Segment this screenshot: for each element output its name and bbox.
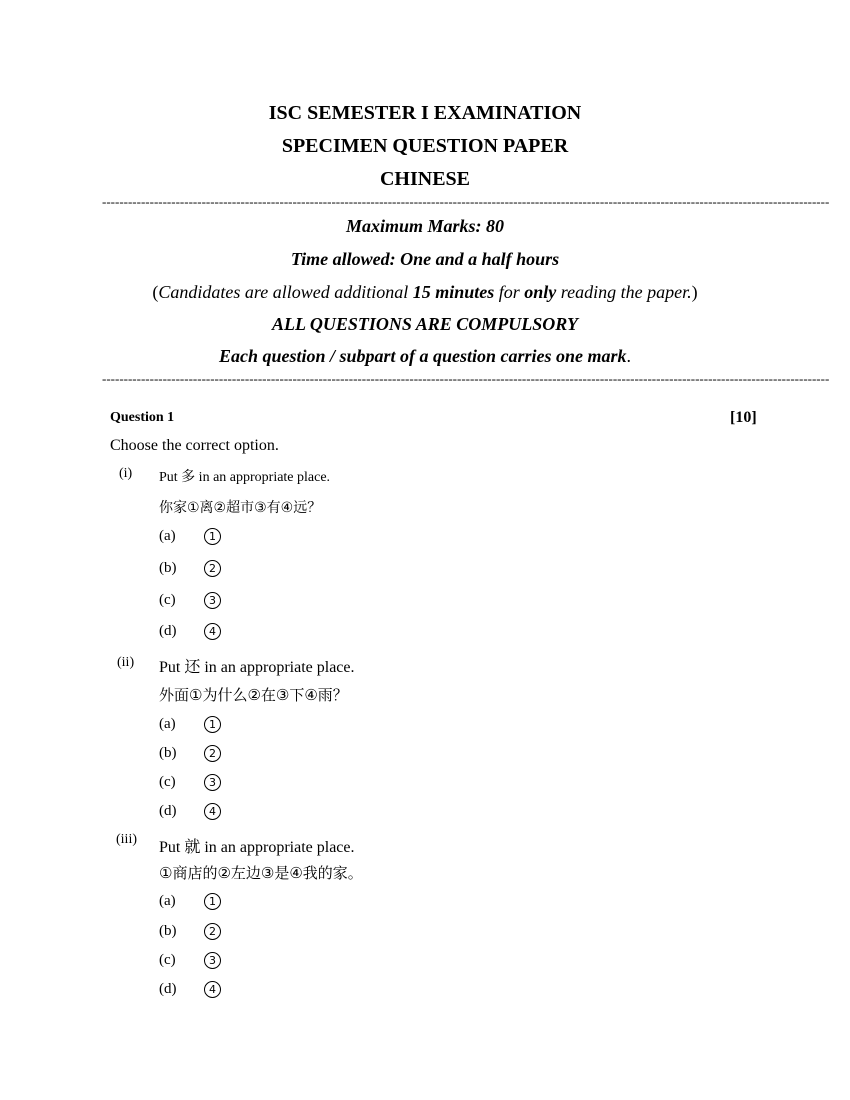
reading-text-a: Candidates are allowed additional [158,282,413,302]
option-label: (d) [159,623,177,639]
each-mark-end: . [626,346,632,366]
option-label: (b) [159,560,177,576]
subject-title: CHINESE [379,168,471,190]
circled-number: 4 [204,623,221,640]
each-mark-text: Each question / subpart of a question carries one mark [218,346,627,366]
part-number: (iii) [116,832,137,847]
part-stem: Put 就 in an appropriate place. [159,839,355,856]
reading-text-c: for [494,282,525,302]
circled-number: 1 [204,716,221,733]
option-circle[interactable] [204,559,221,577]
paper-title: SPECIMEN QUESTION PAPER [281,135,569,157]
option-label: (d) [159,981,177,997]
exam-title: ISC SEMESTER I EXAMINATION [268,102,582,124]
question-instruction: Choose the correct option. [110,437,279,454]
option-circle[interactable] [204,744,221,762]
part-stem: Put 多 in an appropriate place. [159,470,331,485]
part-stem: Put 还 in an appropriate place. [159,659,355,676]
circled-number: 2 [204,560,221,577]
option-circle[interactable] [204,773,221,791]
reading-close-paren: ) [691,282,698,302]
reading-text-b: 15 minutes [412,282,495,302]
option-label: (c) [159,592,176,608]
option-circle[interactable] [204,802,221,820]
reading-text-d: only [524,282,557,302]
instructions-divider: ------------------------------------------------------------------------------------------------------------------------------------------------------------------------ [102,371,830,386]
part-sentence: 你家①离②超市③有④远？ [159,500,322,516]
option-label: (c) [159,952,176,968]
question-marks: [10] [730,409,757,426]
part-number: (i) [119,466,133,481]
each-mark-note [0,346,850,367]
option-label: (a) [159,893,176,909]
option-circle[interactable] [204,715,221,733]
option-circle[interactable] [204,980,221,998]
circled-number: 2 [204,745,221,762]
option-label: (c) [159,774,176,790]
option-label: (d) [159,803,177,819]
part-sentence: ①商店的②左边③是④我的家。 [159,864,363,882]
option-circle[interactable] [204,591,221,609]
option-circle[interactable] [204,527,221,545]
option-circle[interactable] [204,892,221,910]
circled-number: 3 [204,774,221,791]
circled-number: 4 [204,803,221,820]
time-allowed: Time allowed: One and a half hours [290,249,560,269]
circled-number: 1 [204,893,221,910]
max-marks: Maximum Marks: 80 [345,216,505,236]
option-label: (a) [159,528,176,544]
option-circle[interactable] [204,922,221,940]
circled-number: 1 [204,528,221,545]
part-sentence: 外面①为什么②在③下④雨？ [159,686,348,704]
circled-number: 3 [204,952,221,969]
circled-number: 2 [204,923,221,940]
option-circle[interactable] [204,622,221,640]
compulsory-note: ALL QUESTIONS ARE COMPULSORY [272,314,578,334]
circled-number: 3 [204,592,221,609]
option-label: (b) [159,745,177,761]
part-number: (ii) [117,655,135,670]
reading-time-note [0,282,850,303]
header-divider: ------------------------------------------------------------------------------------------------------------------------------------------------------------------------ [102,194,830,209]
option-label: (b) [159,923,177,939]
circled-number: 4 [204,981,221,998]
option-circle[interactable] [204,951,221,969]
question-title: Question 1 [110,410,175,425]
reading-open-paren: ( [152,282,159,302]
option-label: (a) [159,716,176,732]
reading-text-e: reading the paper. [556,282,692,302]
